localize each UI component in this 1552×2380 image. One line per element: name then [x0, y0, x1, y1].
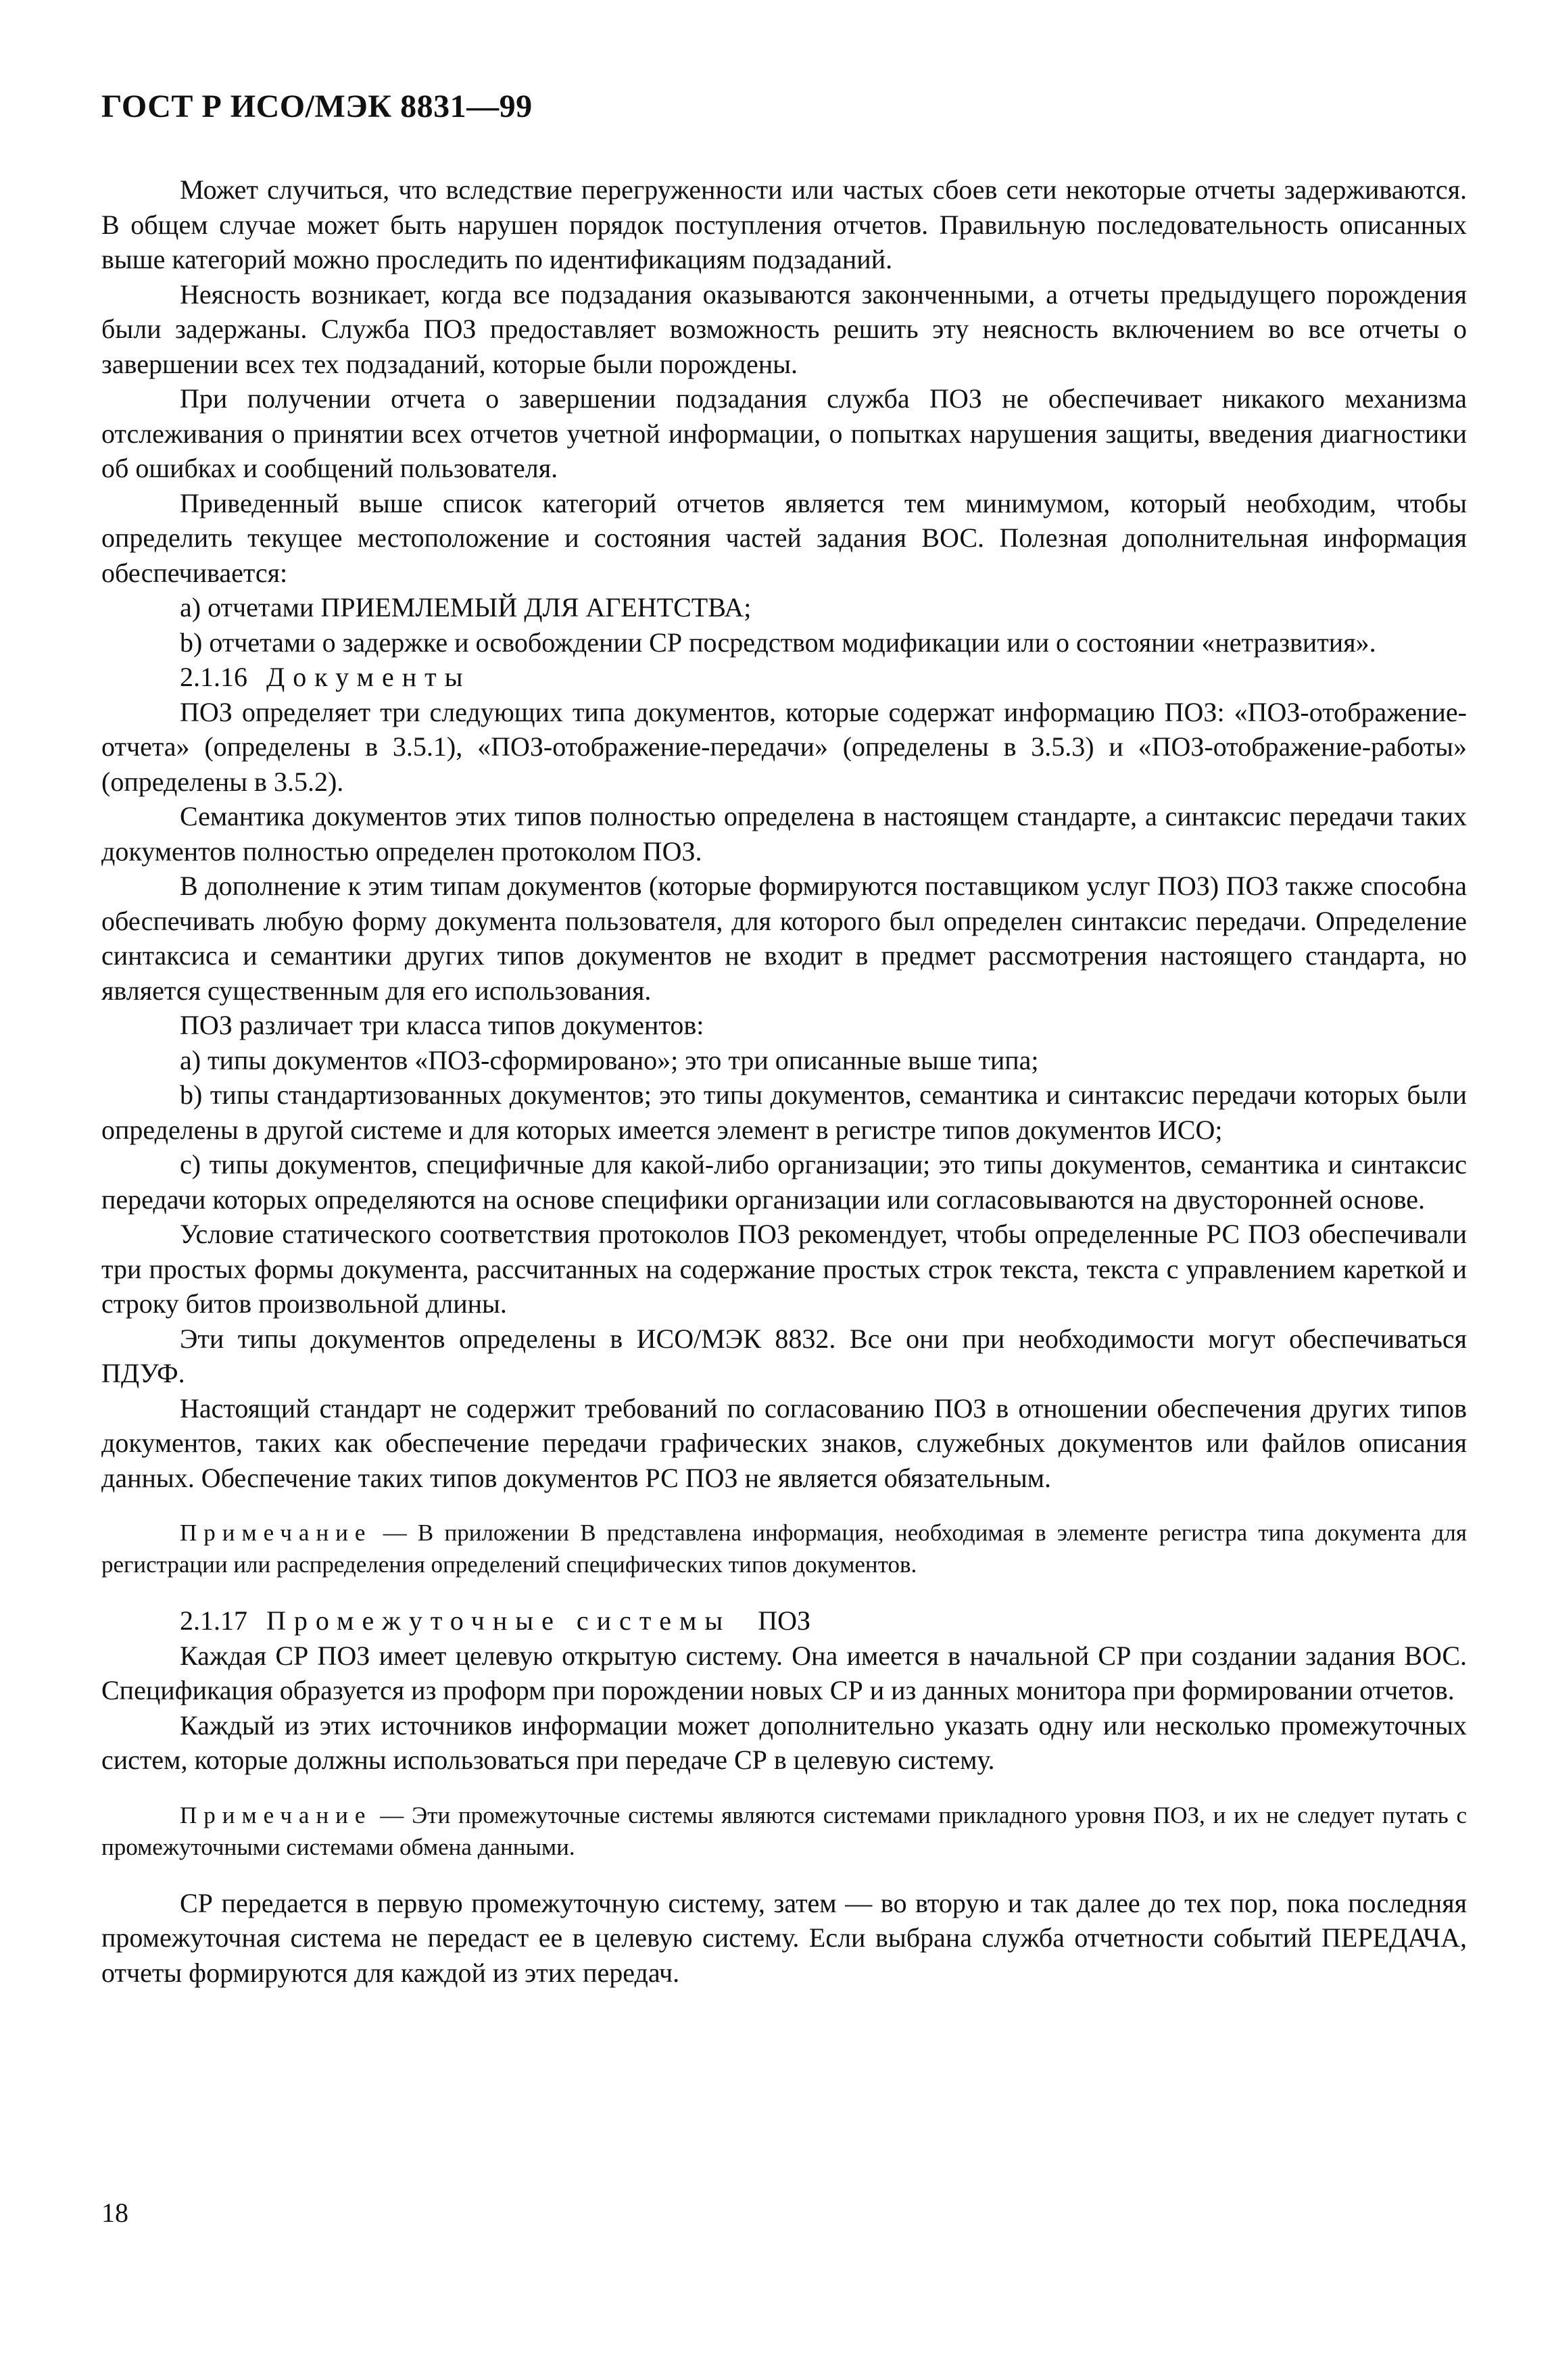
document-body-continued: [101, 1603, 1467, 1778]
note-text: — Эти промежуточные системы являются системами прикладного уровня ПОЗ, и их не следует путать с промежуточными системами обмена данными.: [101, 1801, 1467, 1860]
paragraph: Каждая СР ПОЗ имеет целевую открытую систему. Она имеется в начальной СР при создании задания ВОС. Спецификация образуется из проформ при порождении новых СР и из данных монитора при формировании отчетов.: [101, 1640, 1467, 1705]
paragraph: Условие статического соответствия протоколов ПОЗ рекомендует, чтобы определенные РС ПОЗ обеспечивали три простых формы документа, рассчитанных на содержание простых строк текста, текста с управлением кареткой и строку битов произвольной длины.: [101, 1219, 1467, 1319]
section-title: Документы: [266, 662, 471, 692]
note: [101, 1799, 1467, 1863]
paragraph: Семантика документов этих типов полностью определена в настоящем стандарте, а синтаксис передачи таких документов полностью определен протоколом ПОЗ.: [101, 801, 1467, 867]
note-text: — В приложении В представлена информация, необходимая в элементе регистра типа документа для регистрации или распределения определений специфических типов документов.: [101, 1520, 1467, 1578]
section-title-tail: ПОЗ: [758, 1605, 811, 1636]
paragraph: Приведенный выше список категорий отчетов является тем минимумом, который необходим, чтобы определить текущее местоположение и состояния частей задания ВОС. Полезная дополнительная информация обеспечивается:: [101, 487, 1467, 588]
note-label: Примечание: [180, 1520, 372, 1546]
paragraph: Каждый из этих источников информации может дополнительно указать одну или несколько промежуточных систем, которые должны использоваться при передаче СР в целевую систему.: [101, 1709, 1467, 1775]
list-item: с) типы документов, специфичные для какой-либо организации; это типы документов, семантика и синтаксис передачи которых определяются на основе специфики организации или согласовываются на двусторонней основе.: [101, 1149, 1467, 1215]
note-label: Примечание: [180, 1801, 372, 1828]
paragraph: При получении отчета о завершении подзадания служба ПОЗ не обеспечивает никакого механизма отслеживания о принятии всех отчетов учетной информации, о попытках нарушения защиты, введения диагностики об ошибках и сообщений пользователя.: [101, 383, 1467, 483]
document-body: [101, 172, 1467, 1495]
page-number: 18: [101, 2197, 128, 2228]
paragraph: В дополнение к этим типам документов (которые формируются поставщиком услуг ПОЗ) ПОЗ также способна обеспечивать любую форму документа пользователя, для которого был определен синтаксис передачи. Определение синтаксиса и семантики других типов документов не входит в предмет рассмотрения настоящего стандарта, но является существенным для его использования.: [101, 871, 1467, 1006]
section-heading: [101, 1603, 1467, 1638]
note: [101, 1517, 1467, 1580]
document-header: ГОСТ Р ИСО/МЭК 8831—99: [101, 89, 533, 124]
paragraph: ПОЗ различает три класса типов документов:: [180, 1010, 704, 1040]
section-number: 2.1.16: [180, 662, 247, 692]
paragraph: СР передается в первую промежуточную систему, затем — во вторую и так далее до тех пор, пока последняя промежуточная система не передаст ее в целевую систему. Если выбрана служба отчетности событий ПЕРЕДАЧА, отчеты формируются для каждой из этих передач.: [101, 1887, 1467, 1988]
list-item: а) типы документов «ПОЗ-сформировано»; это три описанные выше типа;: [180, 1044, 1039, 1075]
section-title: Промежуточные системы: [266, 1605, 731, 1636]
list-item: b) типы стандартизованных документов; это типы документов, семантика и синтаксис передачи которых были определены в другой системе и для которых имеется элемент в регистре типов документов ИСО;: [101, 1079, 1467, 1145]
document-body-final: [101, 1886, 1467, 1991]
section-number: 2.1.17: [180, 1605, 247, 1636]
paragraph: Неясность возникает, когда все подзадания оказываются законченными, а отчеты предыдущего порождения были задержаны. Служба ПОЗ предоставляет возможность решить эту неясность включением во все отчеты о завершении всех тех подзаданий, которые были порождены.: [101, 278, 1467, 379]
document-page: [101, 88, 1467, 1990]
paragraph: Настоящий стандарт не содержит требований по согласованию ПОЗ в отношении обеспечения других типов документов, таких как обеспечение передачи графических знаков, служебных документов или файлов описания данных. Обеспечение таких типов документов РС ПОЗ не является обязательным.: [101, 1392, 1467, 1493]
paragraph: ПОЗ определяет три следующих типа документов, которые содержат информацию ПОЗ: «ПОЗ-отображение-отчета» (определены в 3.5.1), «ПОЗ-отображение-передачи» (определены в 3.5.3) и «ПОЗ-отображение-работы» (определены в 3.5.2).: [101, 696, 1467, 797]
list-item: b) отчетами о задержке и освобождении СР посредством модификации или о состоянии «нетразвития».: [180, 627, 1376, 658]
paragraph: Эти типы документов определены в ИСО/МЭК 8832. Все они при необходимости могут обеспечиваться ПДУФ.: [101, 1323, 1467, 1388]
list-item: а) отчетами ПРИЕМЛЕМЫЙ ДЛЯ АГЕНТСТВА;: [180, 592, 752, 623]
section-heading: [101, 660, 1467, 695]
paragraph: Может случиться, что вследствие перегруженности или частых сбоев сети некоторые отчеты задерживаются. В общем случае может быть нарушен порядок поступления отчетов. Правильную последовательность описанных выше категорий можно проследить по идентификациям подзаданий.: [101, 174, 1467, 274]
